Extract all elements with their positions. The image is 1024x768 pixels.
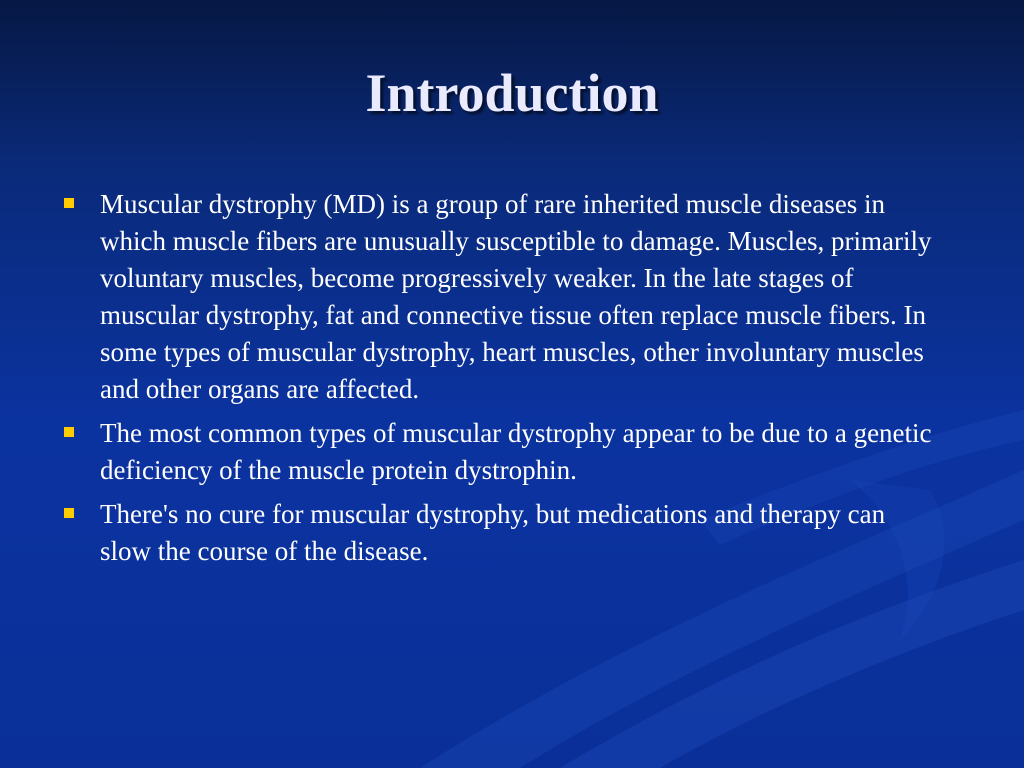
bullet-text: The most common types of muscular dystrophy appear to be due to a genetic deficiency of the muscle protein dystrophin. [100,418,932,485]
square-bullet-icon [64,508,74,518]
slide-title: Introduction [365,63,659,124]
bullet-item [62,415,942,489]
bullet-text: Muscular dystrophy (MD) is a group of rare inherited muscle diseases in which muscle fibers are unusually susceptible to damage. Muscles, primarily voluntary muscles, become progressively weaker. In the late stages of muscular dystrophy, fat and connective tissue often replace muscle fibers. In some types of muscular dystrophy, heart muscles, other involuntary muscles and other organs are affected. [100,189,932,404]
bullet-list [62,186,942,577]
bullet-item [62,496,942,570]
bullet-item [62,186,942,408]
square-bullet-icon [64,427,74,437]
bullet-text: There's no cure for muscular dystrophy, but medications and therapy can slow the course of the disease. [100,499,886,566]
square-bullet-icon [64,198,74,208]
